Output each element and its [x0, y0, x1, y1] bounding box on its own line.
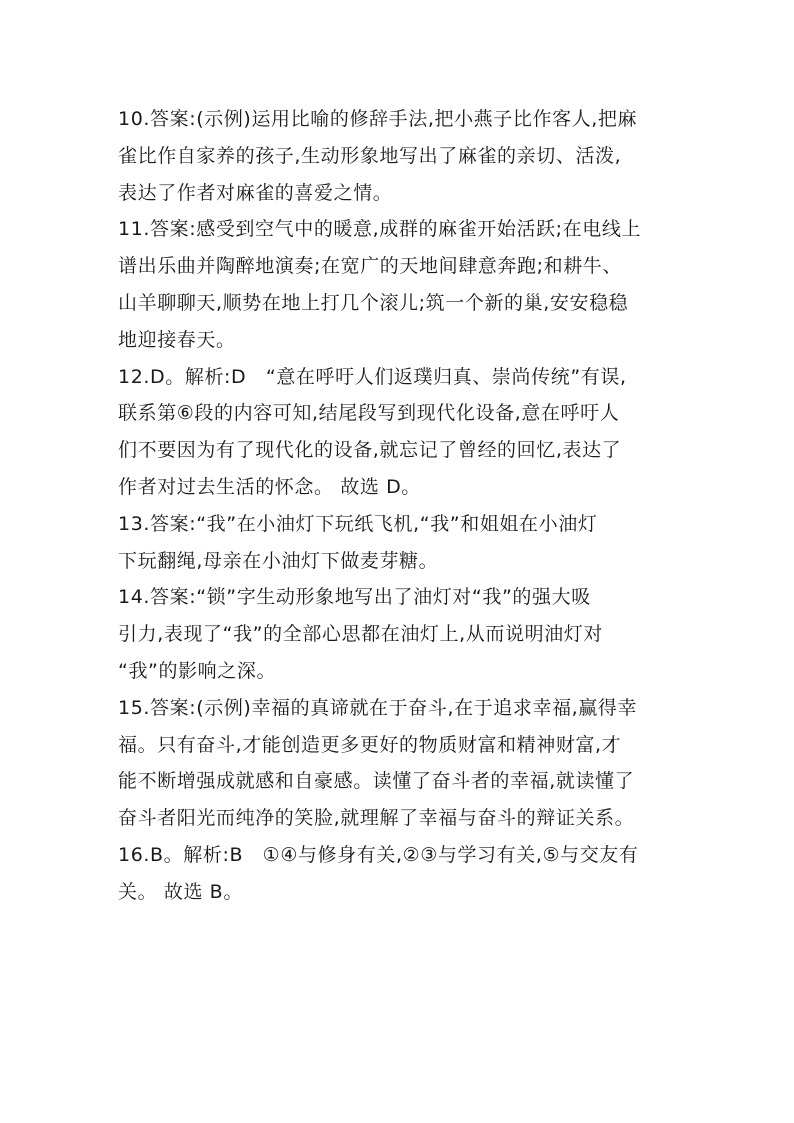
answer-line: 地迎接春天。	[118, 328, 236, 351]
answer-line: “我”的影响之深。	[118, 659, 277, 682]
answer-line: 12.D。解析:D “意在呼吁人们返璞归真、崇尚传统”有误,	[118, 365, 627, 388]
answer-line: 关。 故选 B。	[118, 880, 243, 903]
answer-line: 能不断增强成就感和自豪感。读懂了奋斗者的幸福,就读懂了	[118, 770, 635, 793]
answer-list	[118, 101, 678, 911]
answer-15	[118, 690, 678, 837]
answer-12	[118, 359, 678, 506]
answer-14	[118, 579, 678, 689]
answer-line: 下玩翻绳,母亲在小油灯下做麦芽糖。	[118, 549, 439, 572]
answer-line: 们不要因为有了现代化的设备,就忘记了曾经的回忆,表达了	[118, 439, 622, 462]
answer-line: 16.B。解析:B ①④与修身有关,②③与学习有关,⑤与交友有	[118, 843, 639, 866]
answer-line: 13.答案:“我”在小油灯下玩纸飞机,“我”和姐姐在小油灯	[118, 512, 598, 535]
answer-line: 11.答案:感受到空气中的暖意,成群的麻雀开始活跃;在电线上	[118, 218, 642, 241]
answer-line: 10.答案:(示例)运用比喻的修辞手法,把小燕子比作客人,把麻	[118, 108, 638, 130]
answer-line: 谱出乐曲并陶醉地演奏;在宽广的天地间肆意奔跑;和耕牛、	[118, 255, 623, 278]
answer-line: 雀比作自家养的孩子,生动形象地写出了麻雀的亲切、活泼,	[118, 144, 622, 167]
answer-line: 引力,表现了“我”的全部心思都在油灯上,从而说明油灯对	[118, 623, 603, 646]
answer-line: 15.答案:(示例)幸福的真谛就在于奋斗,在于追求幸福,赢得幸	[118, 696, 638, 719]
answer-line: 奋斗者阳光而纯净的笑脸,就理解了幸福与奋斗的辩证关系。	[118, 807, 635, 830]
answer-11	[118, 211, 678, 358]
answer-10	[118, 101, 678, 211]
answer-line: 14.答案:“锁”字生动形象地写出了油灯对“我”的强大吸	[118, 586, 591, 609]
answer-line: 联系第⑥段的内容可知,结尾段写到现代化设备,意在呼吁人	[118, 402, 620, 425]
answer-16	[118, 837, 678, 911]
answer-13	[118, 506, 678, 580]
answer-line: 表达了作者对麻雀的喜爱之情。	[118, 181, 393, 204]
answer-line: 福。只有奋斗,才能创造更多更好的物质财富和精神财富,才	[118, 733, 622, 756]
answer-line: 山羊聊聊天,顺势在地上打几个滚儿;筑一个新的巢,安安稳稳	[118, 291, 629, 314]
answer-line: 作者对过去生活的怀念。 故选 D。	[118, 475, 421, 498]
